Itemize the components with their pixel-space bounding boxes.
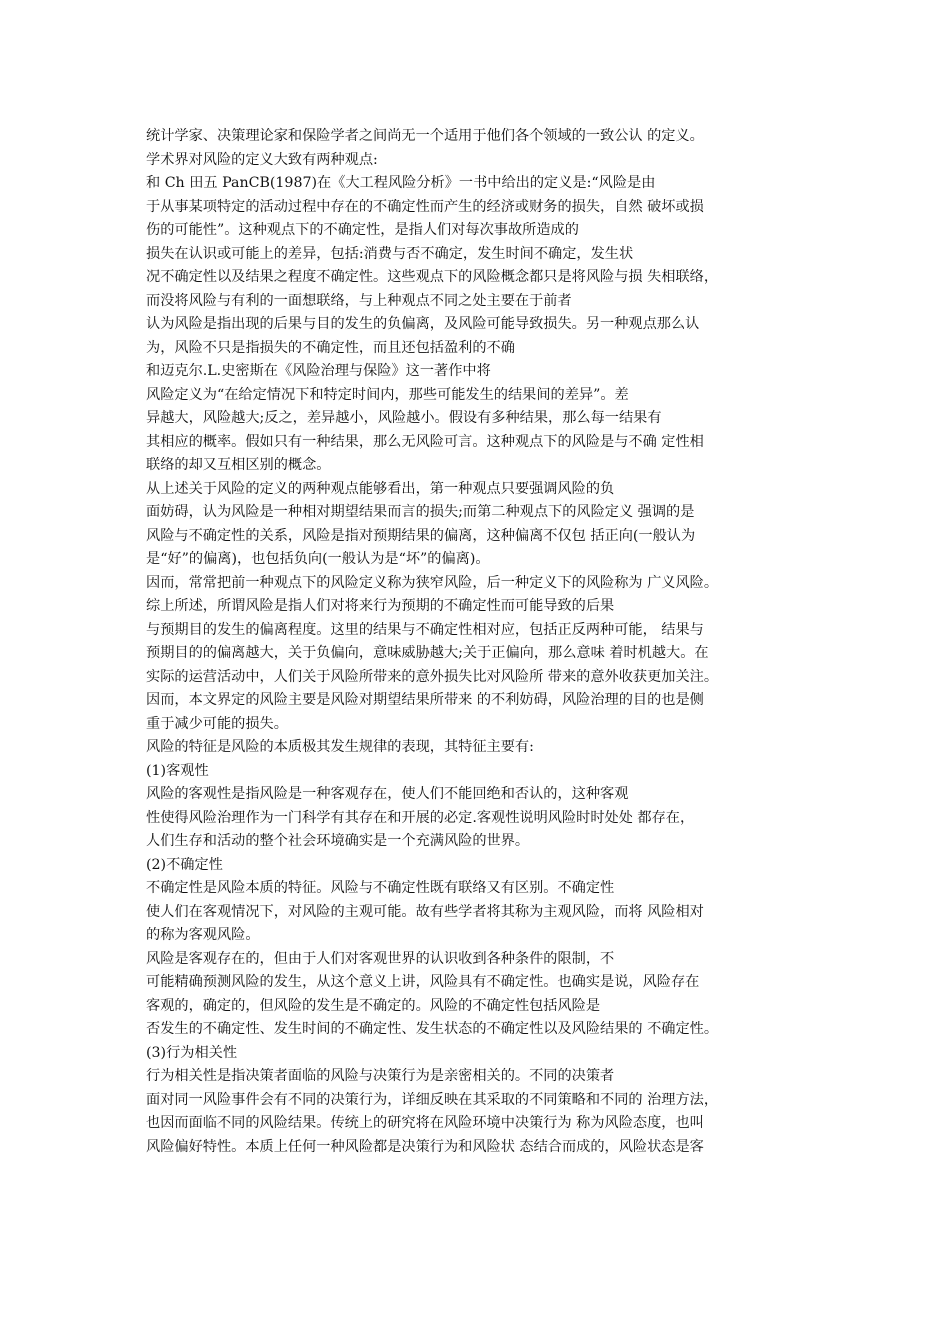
text-line: 联络的却又互相区别的概念。 xyxy=(146,457,331,473)
text-line: 客观的，确定的，但风险的发生是不确定的。风险的不确定性包括风险是 xyxy=(146,997,601,1014)
text-line: 学术界对风险的定义大致有两种观点: xyxy=(146,151,378,168)
text-line: 重于减少可能的损失。 xyxy=(146,715,288,732)
section-heading: (3)行为相关性 xyxy=(146,1044,238,1061)
text-line: 异越大，风险越大;反之，差异越小，风险越小。假设有多种结果，那么每一结果有 xyxy=(146,410,662,426)
section-heading: (2)不确定性 xyxy=(146,856,223,873)
text-line: 统计学家、决策理论家和保险学者之间尚无一个适用于他们各个领域的一致公认 的定义。 xyxy=(146,128,704,144)
text-line: 风险偏好特性。本质上任何一种风险都是决策行为和风险状 态结合而成的，风险状态是客 xyxy=(146,1138,704,1155)
text-line: 风险的客观性是指风险是一种客观存在，使人们不能回绝和否认的，这种客观 xyxy=(146,786,629,802)
text-line: 伤的可能性”。这种观点下的不确定性，是指人们对每次事故所造成的 xyxy=(146,222,579,238)
text-line: 人们生存和活动的整个社会环境确实是一个充满风险的世界。 xyxy=(146,833,530,849)
text-line: 性使得风险治理作为一门科学有其存在和开展的必定.客观性说明风险时时处处 都存在， xyxy=(146,809,695,826)
document-body xyxy=(146,125,826,1159)
text-line: 面对同一风险事件会有不同的决策行为，详细反映在其采取的不同策略和不同的 治理方法， xyxy=(146,1091,719,1108)
text-line: 风险定义为“在给定情况下和特定时间内，那些可能发生的结果间的差异”。差 xyxy=(146,386,629,403)
text-line: 否发生的不确定性、发生时间的不确定性、发生状态的不确定性以及风险结果的 不确定性。 xyxy=(146,1021,719,1037)
text-line: 也因而面临不同的风险结果。传统上的研究将在风险环境中决策行为 称为风险态度，也叫 xyxy=(146,1115,704,1131)
text-line: 与预期目的发生的偏离程度。这里的结果与不确定性相对应，包括正反两种可能， 结果与 xyxy=(146,621,704,638)
text-line: 风险是客观存在的，但由于人们对客观世界的认识收到各种条件的限制，不 xyxy=(146,950,615,967)
text-line: 从上述关于风险的定义的两种观点能够看出，第一种观点只要强调风险的负 xyxy=(146,480,615,497)
text-line: 因而，常常把前一种观点下的风险定义称为狭窄风险，后一种定义下的风险称为 广义风险。 xyxy=(146,574,719,591)
text-line: 为，风险不只是指损失的不确定性，而且还包括盈利的不确 xyxy=(146,339,515,356)
text-line: 况不确定性以及结果之程度不确定性。这些观点下的风险概念都只是将风险与损 失相联络， xyxy=(146,269,719,285)
text-line: 使人们在客观情况下，对风险的主观可能。故有些学者将其称为主观风险，而将 风险相对 xyxy=(146,903,704,920)
text-line: 而没将风险与有利的一面想联络，与上种观点不同之处主要在于前者 xyxy=(146,292,572,309)
text-line: 不确定性是风险本质的特征。风险与不确定性既有联络又有区别。不确定性 xyxy=(146,880,615,896)
text-line: 和 Ch 田五 PanCB(1987)在《大工程风险分析》一书中给出的定义是:“风险是由 xyxy=(146,175,656,191)
text-line: 其相应的概率。假如只有一种结果，那么无风险可言。这种观点下的风险是与不确 定性相 xyxy=(146,433,704,450)
text-line: 可能精确预测风险的发生，从这个意义上讲，风险具有不确定性。也确实是说，风险存在 xyxy=(146,974,700,990)
text-line: 面妨碍，认为风险是一种相对期望结果而言的损失;而第二种观点下的风险定义 强调的是 xyxy=(146,504,695,520)
text-line: 预期目的的偏离越大，关于负偏向，意味威胁越大;关于正偏向，那么意味 着时机越大。在 xyxy=(146,645,709,661)
text-line: 和迈克尔.L.史密斯在《风险治理与保险》这一著作中将 xyxy=(146,363,491,379)
text-line: 因而，本文界定的风险主要是风险对期望结果所带来 的不利妨碍，风险治理的目的也是侧 xyxy=(146,692,704,708)
text-line: 的称为客观风险。 xyxy=(146,927,260,943)
text-line: 损失在认识或可能上的差异，包括:消费与否不确定，发生时间不确定，发生状 xyxy=(146,245,634,262)
text-line: 实际的运营活动中，人们关于风险所带来的意外损失比对风险所 带来的意外收获更加关注。 xyxy=(146,668,719,685)
text-line: 是“好”的偏离)，也包括负向(一般认为是“坏”的偏离)。 xyxy=(146,551,490,567)
text-line: 综上所述，所谓风险是指人们对将来行为预期的不确定性而可能导致的后果 xyxy=(146,598,615,614)
section-heading: (1)客观性 xyxy=(146,762,209,779)
text-line: 行为相关性是指决策者面临的风险与决策行为是亲密相关的。不同的决策者 xyxy=(146,1068,615,1084)
text-line: 风险的特征是风险的本质极其发生规律的表现，其特征主要有: xyxy=(146,739,534,755)
text-line: 风险与不确定性的关系，风险是指对预期结果的偏离，这种偏离不仅包 括正向(一般认为 xyxy=(146,527,696,544)
text-line: 于从事某项特定的活动过程中存在的不确定性而产生的经济或财务的损失，自然 破坏或损 xyxy=(146,198,704,215)
text-line: 认为风险是指出现的后果与目的发生的负偏离，及风险可能导致损失。另一种观点那么认 xyxy=(146,316,700,332)
